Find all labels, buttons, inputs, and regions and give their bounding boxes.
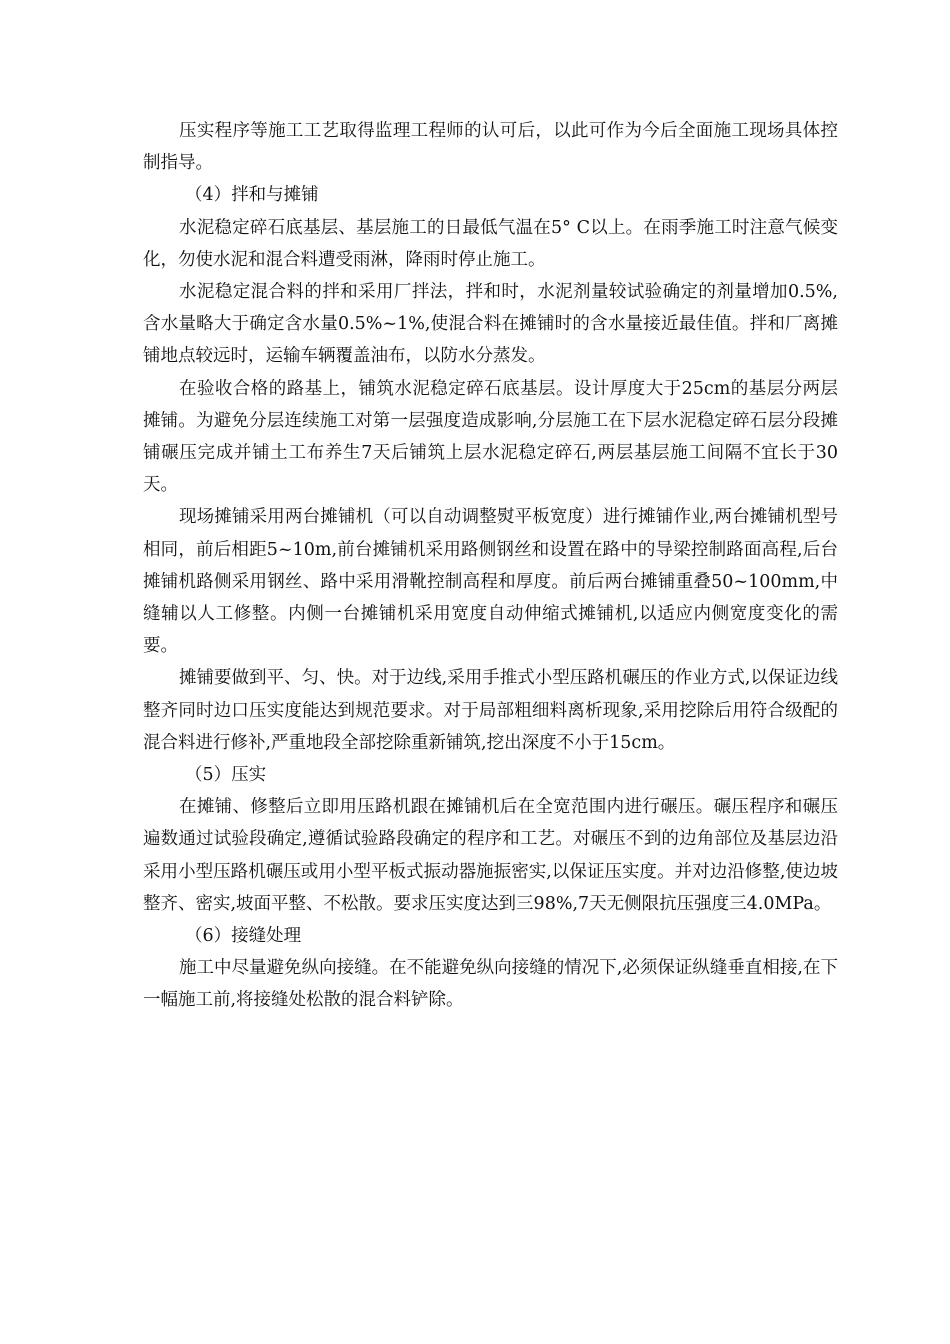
paragraph-compaction-procedure: 压实程序等施工工艺取得监理工程师的认可后，以此可作为今后全面施工现场具体控制指导。 <box>143 121 838 174</box>
paragraph-temperature: 水泥稳定碎石底基层、基层施工的日最低气温在5° C以上。在雨季施工时注意气候变化，勿使水泥和混合料遭受雨淋，降雨时停止施工。 <box>143 217 838 270</box>
paragraph-rolling: 在摊铺、修整后立即用压路机跟在摊铺机后在全宽范围内进行碾压。碾压程序和碾压遍数通过试验段确定,遵循试验路段确定的程序和工艺。对碾压不到的边角部位及基层边沿采用小型压路机碾压或用小型平板式振动器施振密实,以保证压实度。并对边沿修整,使边坡整齐、密实,坡面平整、不松散。要求压实度达到三98%,7天无侧限抗压强度三4.0MPa。 <box>143 797 838 914</box>
paragraph-subbase-paving: 在验收合格的路基上，铺筑水泥稳定碎石底基层。设计厚度大于25cm的基层分两层摊铺。为避免分层连续施工对第一层强度造成影响,分层施工在下层水泥稳定碎石层分段摊铺碾压完成并铺土工布养生7天后铺筑上层水泥稳定碎石,两层基层施工间隔不宜长于30天。 <box>143 378 838 496</box>
paragraph-paver-operation: 现场摊铺采用两台摊铺机（可以自动调整熨平板宽度）进行摊铺作业,两台摊铺机型号相同，前后相距5~10m,前台摊铺机采用路侧钢丝和设置在路中的导梁控制路面高程,后台摊铺机路侧采用钢丝、路中采用滑靴控制高程和厚度。前后两台摊铺重叠50~100mm,中缝辅以人工修整。内侧一台摊铺机采用宽度自动伸缩式摊铺机,以适应内侧宽度变化的需要。 <box>143 507 838 657</box>
section-heading-mixing-paving: （4）拌和与摊铺 <box>185 185 319 206</box>
document-body <box>143 115 838 1017</box>
section-heading-compaction: （5）压实 <box>185 765 267 786</box>
paragraph-joints: 施工中尽量避免纵向接缝。在不能避免纵向接缝的情况下,必须保证纵缝垂直相接,在下一幅施工前,将接缝处松散的混合料铲除。 <box>143 958 838 1011</box>
paragraph-paving-quality: 摊铺要做到平、匀、快。对于边线,采用手推式小型压路机碾压的作业方式,以保证边线整齐同时边口压实度能达到规范要求。对于局部粗细料离析现象,采用挖除后用符合级配的混合料进行修补,严重地段全部挖除重新铺筑,挖出深度不小于15cm。 <box>143 668 838 753</box>
section-heading-joint-treatment: （6）接缝处理 <box>185 926 302 947</box>
paragraph-plant-mixing: 水泥稳定混合料的拌和采用厂拌法，拌和时，水泥剂量较试验确定的剂量增加0.5%,含水量略大于确定含水量0.5%~1%,使混合料在摊铺时的含水量接近最佳值。拌和厂离摊铺地点较远时，运输车辆覆盖油布，以防水分蒸发。 <box>143 282 838 367</box>
